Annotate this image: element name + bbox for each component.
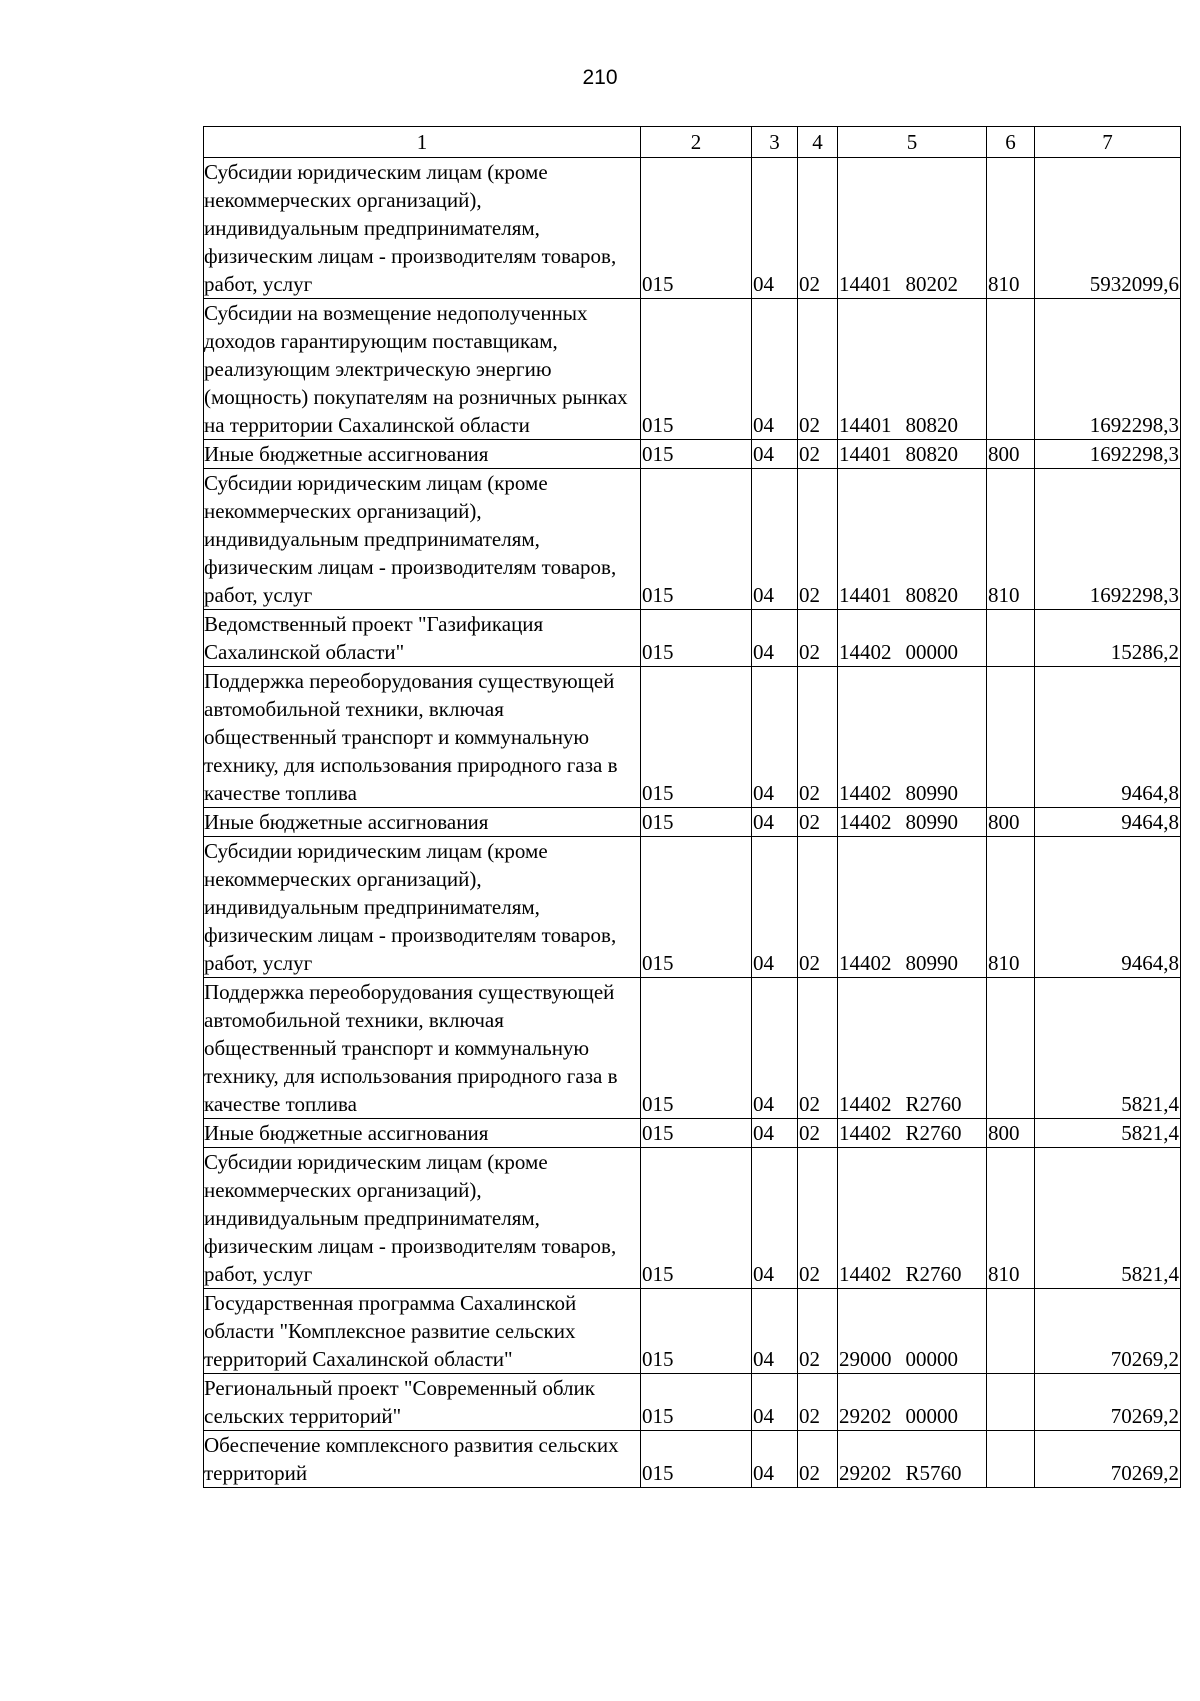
target-code-program: 14401 <box>839 413 892 437</box>
table-row <box>204 837 1181 978</box>
row-section-code: 04 <box>752 1374 798 1431</box>
table-row <box>204 1431 1181 1488</box>
row-target-code <box>838 1148 987 1289</box>
page-number: 210 <box>582 66 618 89</box>
row-ministry-code: 015 <box>641 667 752 808</box>
row-section-code: 04 <box>752 1119 798 1148</box>
column-header-7: 7 <box>1035 127 1181 158</box>
row-name: Иные бюджетные ассигнования <box>204 808 641 837</box>
row-name: Обеспечение комплексного развития сельских территорий <box>204 1431 641 1488</box>
row-amount: 1692298,3 <box>1035 469 1181 610</box>
target-code-direction: 80820 <box>905 413 958 437</box>
row-section-code: 04 <box>752 610 798 667</box>
target-code-direction: 80202 <box>905 272 958 296</box>
row-subsection-code: 02 <box>798 1289 838 1374</box>
row-expense-type: 810 <box>987 158 1035 299</box>
target-code-direction: 80990 <box>905 810 958 834</box>
row-expense-type: 810 <box>987 1148 1035 1289</box>
row-subsection-code: 02 <box>798 1374 838 1431</box>
row-name: Региональный проект "Современный облик сельских территорий" <box>204 1374 641 1431</box>
row-section-code: 04 <box>752 469 798 610</box>
row-ministry-code: 015 <box>641 469 752 610</box>
row-section-code: 04 <box>752 1148 798 1289</box>
target-code-direction: R5760 <box>905 1461 962 1485</box>
row-subsection-code: 02 <box>798 440 838 469</box>
target-code-program: 29202 <box>839 1404 892 1428</box>
budget-table <box>203 126 1181 1488</box>
row-expense-type: 810 <box>987 469 1035 610</box>
row-subsection-code: 02 <box>798 837 838 978</box>
target-code-direction: 00000 <box>905 1404 958 1428</box>
row-ministry-code: 015 <box>641 1374 752 1431</box>
row-target-code <box>838 610 987 667</box>
row-section-code: 04 <box>752 299 798 440</box>
table-row <box>204 1289 1181 1374</box>
target-code-program: 14401 <box>839 272 892 296</box>
row-section-code: 04 <box>752 978 798 1119</box>
row-expense-type <box>987 667 1035 808</box>
row-subsection-code: 02 <box>798 158 838 299</box>
row-subsection-code: 02 <box>798 808 838 837</box>
row-ministry-code: 015 <box>641 610 752 667</box>
row-name: Субсидии юридическим лицам (кроме некоммерческих организаций), индивидуальным предпринимателям, физическим лицам - производителям товаров, работ, услуг <box>204 1148 641 1289</box>
column-header-5: 5 <box>838 127 987 158</box>
row-section-code: 04 <box>752 1431 798 1488</box>
row-expense-type: 800 <box>987 808 1035 837</box>
row-target-code <box>838 469 987 610</box>
row-name: Иные бюджетные ассигнования <box>204 440 641 469</box>
target-code-program: 29202 <box>839 1461 892 1485</box>
target-code-program: 14402 <box>839 640 892 664</box>
row-target-code <box>838 978 987 1119</box>
column-header-1: 1 <box>204 127 641 158</box>
target-code-program: 14402 <box>839 951 892 975</box>
target-code-program: 14402 <box>839 810 892 834</box>
table-row <box>204 667 1181 808</box>
target-code-program: 14402 <box>839 1262 892 1286</box>
row-amount: 9464,8 <box>1035 837 1181 978</box>
row-amount: 5821,4 <box>1035 1148 1181 1289</box>
row-name: Поддержка переоборудования существующей автомобильной техники, включая общественный транспорт и коммунальную технику, для использования природного газа в качестве топлива <box>204 667 641 808</box>
row-expense-type <box>987 299 1035 440</box>
row-expense-type <box>987 1431 1035 1488</box>
row-name: Иные бюджетные ассигнования <box>204 1119 641 1148</box>
column-header-6: 6 <box>987 127 1035 158</box>
column-header-2: 2 <box>641 127 752 158</box>
row-section-code: 04 <box>752 158 798 299</box>
row-expense-type <box>987 978 1035 1119</box>
row-subsection-code: 02 <box>798 1148 838 1289</box>
row-section-code: 04 <box>752 837 798 978</box>
row-ministry-code: 015 <box>641 158 752 299</box>
table-row <box>204 158 1181 299</box>
row-name: Субсидии юридическим лицам (кроме некоммерческих организаций), индивидуальным предпринимателям, физическим лицам - производителям товаров, работ, услуг <box>204 469 641 610</box>
target-code-direction: 00000 <box>905 1347 958 1371</box>
target-code-direction: R2760 <box>905 1121 962 1145</box>
row-ministry-code: 015 <box>641 1148 752 1289</box>
target-code-program: 14402 <box>839 1121 892 1145</box>
row-target-code <box>838 440 987 469</box>
row-target-code <box>838 1289 987 1374</box>
row-target-code <box>838 1374 987 1431</box>
row-name: Ведомственный проект "Газификация Сахалинской области" <box>204 610 641 667</box>
target-code-program: 14402 <box>839 781 892 805</box>
row-subsection-code: 02 <box>798 299 838 440</box>
table-row <box>204 1119 1181 1148</box>
row-expense-type <box>987 610 1035 667</box>
row-target-code <box>838 1119 987 1148</box>
row-ministry-code: 015 <box>641 1431 752 1488</box>
row-name: Субсидии юридическим лицам (кроме некоммерческих организаций), индивидуальным предпринимателям, физическим лицам - производителям товаров, работ, услуг <box>204 837 641 978</box>
table-row <box>204 299 1181 440</box>
target-code-direction: 80820 <box>905 583 958 607</box>
target-code-direction: R2760 <box>905 1092 962 1116</box>
row-target-code <box>838 808 987 837</box>
row-section-code: 04 <box>752 1289 798 1374</box>
row-section-code: 04 <box>752 440 798 469</box>
row-amount: 9464,8 <box>1035 667 1181 808</box>
row-name: Субсидии на возмещение недополученных доходов гарантирующим поставщикам, реализующим электрическую энергию (мощность) покупателям на розничных рынках на территории Сахалинской области <box>204 299 641 440</box>
row-expense-type: 800 <box>987 1119 1035 1148</box>
row-amount: 5821,4 <box>1035 1119 1181 1148</box>
row-name: Поддержка переоборудования существующей автомобильной техники, включая общественный транспорт и коммунальную технику, для использования природного газа в качестве топлива <box>204 978 641 1119</box>
row-ministry-code: 015 <box>641 1289 752 1374</box>
table-row <box>204 1148 1181 1289</box>
row-target-code <box>838 1431 987 1488</box>
row-name: Субсидии юридическим лицам (кроме некоммерческих организаций), индивидуальным предпринимателям, физическим лицам - производителям товаров, работ, услуг <box>204 158 641 299</box>
target-code-direction: 80990 <box>905 781 958 805</box>
target-code-program: 14401 <box>839 583 892 607</box>
table-row <box>204 469 1181 610</box>
row-amount: 1692298,3 <box>1035 440 1181 469</box>
row-name: Государственная программа Сахалинской области "Комплексное развитие сельских территорий Сахалинской области" <box>204 1289 641 1374</box>
row-ministry-code: 015 <box>641 837 752 978</box>
row-expense-type <box>987 1374 1035 1431</box>
table-row <box>204 610 1181 667</box>
target-code-direction: 80990 <box>905 951 958 975</box>
row-amount: 1692298,3 <box>1035 299 1181 440</box>
row-target-code <box>838 837 987 978</box>
column-header-3: 3 <box>752 127 798 158</box>
row-target-code <box>838 158 987 299</box>
target-code-direction: 80820 <box>905 442 958 466</box>
table-row <box>204 978 1181 1119</box>
row-expense-type <box>987 1289 1035 1374</box>
row-amount: 9464,8 <box>1035 808 1181 837</box>
row-ministry-code: 015 <box>641 808 752 837</box>
row-amount: 5821,4 <box>1035 978 1181 1119</box>
row-ministry-code: 015 <box>641 440 752 469</box>
target-code-program: 29000 <box>839 1347 892 1371</box>
column-header-4: 4 <box>798 127 838 158</box>
target-code-program: 14401 <box>839 442 892 466</box>
row-ministry-code: 015 <box>641 978 752 1119</box>
row-amount: 70269,2 <box>1035 1289 1181 1374</box>
row-subsection-code: 02 <box>798 610 838 667</box>
row-subsection-code: 02 <box>798 667 838 808</box>
row-section-code: 04 <box>752 667 798 808</box>
row-ministry-code: 015 <box>641 1119 752 1148</box>
row-subsection-code: 02 <box>798 469 838 610</box>
table-row <box>204 808 1181 837</box>
row-amount: 15286,2 <box>1035 610 1181 667</box>
table-row <box>204 440 1181 469</box>
row-subsection-code: 02 <box>798 1119 838 1148</box>
row-subsection-code: 02 <box>798 978 838 1119</box>
row-expense-type: 800 <box>987 440 1035 469</box>
table-header-row <box>204 127 1181 158</box>
row-subsection-code: 02 <box>798 1431 838 1488</box>
row-ministry-code: 015 <box>641 299 752 440</box>
row-expense-type: 810 <box>987 837 1035 978</box>
target-code-direction: R2760 <box>905 1262 962 1286</box>
row-target-code <box>838 299 987 440</box>
row-amount: 70269,2 <box>1035 1374 1181 1431</box>
target-code-program: 14402 <box>839 1092 892 1116</box>
row-amount: 70269,2 <box>1035 1431 1181 1488</box>
row-target-code <box>838 667 987 808</box>
target-code-direction: 00000 <box>905 640 958 664</box>
table-row <box>204 1374 1181 1431</box>
row-section-code: 04 <box>752 808 798 837</box>
row-amount: 5932099,6 <box>1035 158 1181 299</box>
